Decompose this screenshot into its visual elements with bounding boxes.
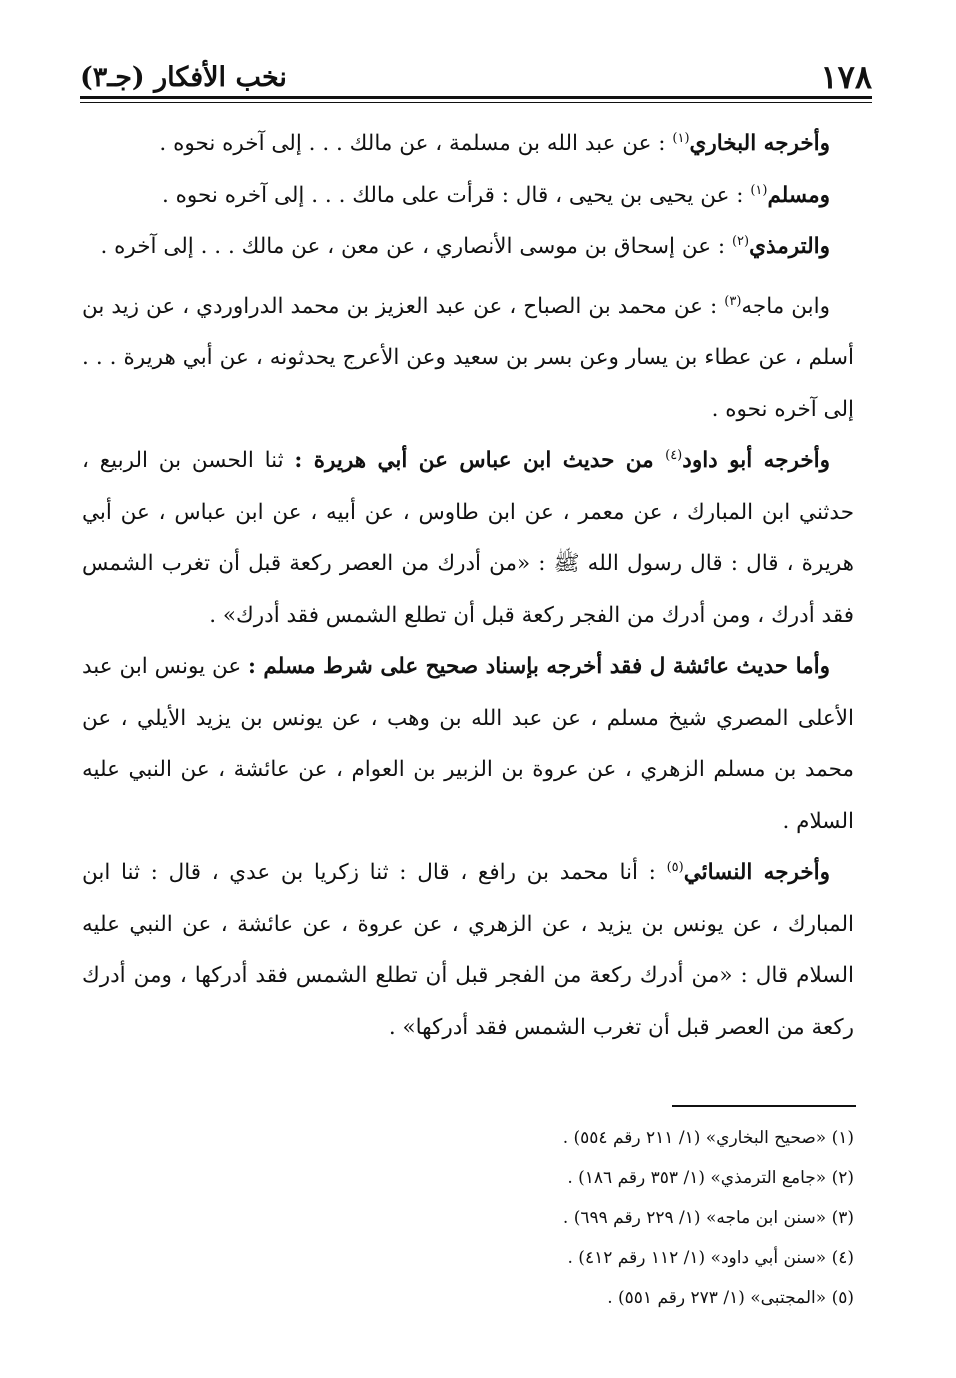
- footnote-ref: (٥): [666, 859, 684, 875]
- header-rule-thick: [80, 96, 872, 99]
- paragraph-ibn-majah: [82, 281, 854, 436]
- footnote-ref: (١): [750, 182, 768, 198]
- footnote-ref: (٤): [665, 447, 683, 463]
- paragraph-text: : عن يحيى بن يحيى ، قال : قرأت على مالك . . . إلى آخره نحوه .: [162, 182, 751, 208]
- paragraph-text: عن يونس ابن عبد الأعلى المصري شيخ مسلم ، عن عبد الله بن وهب ، عن يونس بن يزيد الأيلي ، عن محمد بن مسلم الزهري ، عن عروة بن الزبير بن العوام ، عن عائشة ، عن النبي عليه السلام .: [82, 654, 854, 834]
- header-rule-thin: [80, 102, 872, 103]
- source-name: ومسلم: [767, 182, 830, 208]
- paragraph-tirmidhi: [82, 221, 854, 273]
- source-name: وأخرجه أبو داود: [682, 448, 830, 473]
- paragraph-text: : عن محمد بن الصباح ، عن عبد العزيز بن محمد الدراوردي ، عن زيد بن أسلم ، عن عطاء بن يسار وعن بسر بن سعيد وعن الأعرج يحدثونه ، عن أبي هريرة . . . إلى آخره نحوه .: [82, 293, 854, 422]
- footnotes: [82, 1118, 854, 1318]
- source-name: وأخرجه البخاري: [689, 131, 830, 156]
- footnote-ref: (٣): [724, 293, 742, 309]
- page-number: ١٧٨: [820, 58, 872, 96]
- footnote-ref: (١): [672, 130, 690, 146]
- paragraph-muslim: [82, 170, 854, 222]
- section-heading: وأما حديث عائشة ل فقد أخرجه بإسناد صحيح على شرط مسلم :: [248, 654, 830, 679]
- paragraph-text: : أنا محمد بن رافع ، قال : ثنا زكريا بن عدي ، قال : ثنا ابن المبارك ، عن يونس بن يزيد ، عن الزهري ، عن عروة ، عن عائشة ، عن النبي عليه السلام قال : «من أدرك ركعة من الفجر قبل أن تطلع الشمس فقد أدركها ، ومن أدرك ركعة من العصر قبل أن تغرب الشمس فقد أدركها» .: [82, 860, 854, 1040]
- footnote-1: (١) «صحيح البخاري» (١/ ٢١١ رقم ٥٥٤) .: [562, 1128, 854, 1148]
- footnote-2: (٢) «جامع الترمذي» (١/ ٣٥٣ رقم ١٨٦) .: [567, 1168, 854, 1188]
- page-header: [80, 52, 872, 102]
- paragraph-bukhari: [82, 118, 854, 170]
- footnote-separator: [672, 1105, 856, 1107]
- paragraph-abu-dawud: [82, 435, 854, 641]
- source-name: والترمذي: [749, 234, 830, 259]
- paragraph-text: ثنا الحسن بن الربيع ، حدثني ابن المبارك ، عن معمر ، عن ابن طاوس ، عن أبيه ، عن ابن عباس ، عن أبي هريرة ، قال : قال رسول الله ﷺ : «من أدرك من العصر ركعة قبل أن تغرب الشمس فقد أدرك ، ومن أدرك من الفجر ركعة قبل أن تطلع الشمس فقد أدرك» .: [82, 448, 854, 628]
- paragraph-aisha: [82, 641, 854, 847]
- footnote-5: (٥) «المجتبى» (١/ ٢٧٣ رقم ٥٥١) .: [607, 1288, 854, 1308]
- footnote-ref: (٢): [731, 233, 750, 249]
- source-name: وابن ماجه: [741, 293, 830, 319]
- paragraph-text: : عن عبد الله بن مسلمة ، عن مالك . . . إلى آخره نحوه .: [159, 131, 673, 156]
- running-title: نخب الأفكار (جـ٣): [80, 61, 287, 93]
- paragraph-nasai: [82, 847, 854, 1053]
- main-text: [82, 118, 854, 1053]
- source-name: وأخرجه النسائي: [683, 860, 830, 885]
- paragraph-text: : عن إسحاق بن موسى الأنصاري ، عن معن ، عن مالك . . . إلى آخره .: [100, 234, 732, 259]
- footnote-4: (٤) «سنن أبي داود» (١/ ١١٢ رقم ٤١٢) .: [567, 1248, 854, 1268]
- footnote-3: (٣) «سنن ابن ماجه» (١/ ٢٢٩ رقم ٦٩٩) .: [562, 1208, 854, 1228]
- section-heading: من حديث ابن عباس عن أبي هريرة :: [294, 448, 666, 473]
